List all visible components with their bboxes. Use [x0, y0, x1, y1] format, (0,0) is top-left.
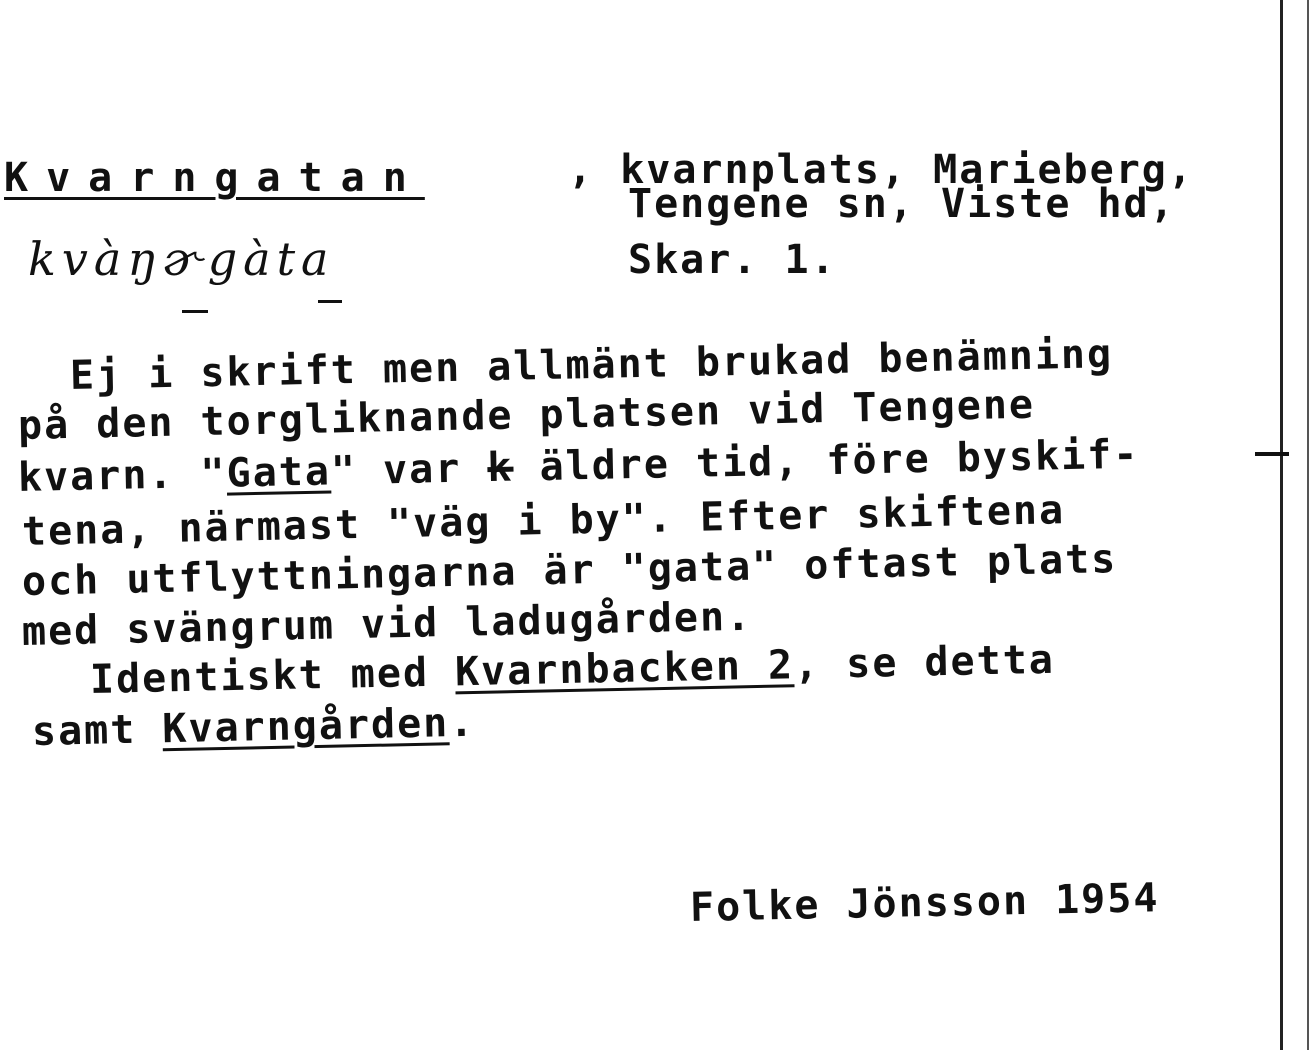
cross-reference-kvarngarden: Kvarngården	[161, 700, 450, 753]
body-line-6: med svängrum vid ladugården.	[21, 593, 753, 655]
headword: Kvarngatan	[4, 155, 425, 201]
body-line-7-part-b: , se detta	[793, 636, 1056, 689]
heading-location-line2: Tengene sn, Viste hd,	[628, 181, 1176, 227]
body-line-2: på den torgliknande platsen vid Tengene	[17, 381, 1036, 449]
handwritten-pronunciation: kvàŋɚgàta	[28, 232, 335, 286]
stress-mark-2	[318, 300, 342, 303]
body-line-4: tena, närmast "väg i by". Efter skiftena	[21, 487, 1066, 555]
heading-location-line3: Skar. 1.	[628, 237, 837, 283]
body-line-3-part-a: kvarn. "	[17, 450, 228, 501]
stress-mark	[182, 310, 208, 313]
body-line-1: Ej i skrift men allmänt brukad benämning	[69, 331, 1114, 399]
cross-reference-kvarnbacken: Kvarnbacken 2	[454, 642, 795, 696]
struck-letter: k	[486, 444, 514, 492]
body-line-3-part-b: " var	[330, 445, 488, 495]
body-line-7-part-a: Identiskt med	[89, 649, 456, 703]
body-line-5: och utflyttningarna är "gata" oftast plats	[21, 536, 1118, 605]
gata-term: Gata	[226, 448, 332, 497]
hyphen-mark	[1255, 452, 1289, 456]
card-edge	[1280, 0, 1283, 1050]
body-line-3-part-c: äldre tid, före byskif-	[512, 431, 1140, 491]
body-line-8-part-a: samt	[31, 706, 163, 755]
body-line-8	[31, 699, 476, 755]
card-edge-outer	[1307, 0, 1309, 1050]
signature: Folke Jönsson 1954	[689, 875, 1160, 931]
body-line-8-part-b: .	[448, 699, 476, 747]
heading-location-line1: , kvarnplats, Marieberg,	[568, 147, 1194, 193]
